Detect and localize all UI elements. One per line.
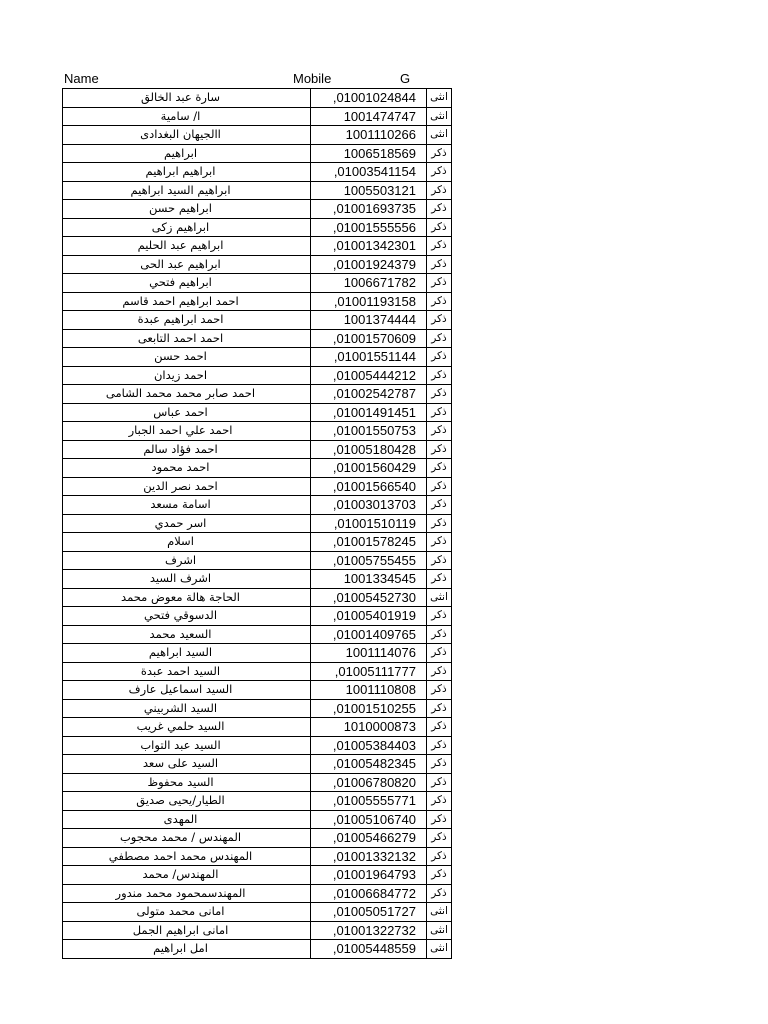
name-cell: احمد زيدان (63, 366, 311, 385)
mobile-cell: ,01005384403 (311, 736, 427, 755)
table-row (63, 588, 452, 607)
gender-cell: ذكر (427, 810, 452, 829)
table-row (63, 514, 452, 533)
name-cell: المهدى (63, 810, 311, 829)
gender-cell: ذكر (427, 607, 452, 626)
table-row (63, 662, 452, 681)
name-cell: احمد احمد التابعى (63, 329, 311, 348)
mobile-cell: ,01006684772 (311, 884, 427, 903)
mobile-cell: ,01005555771 (311, 792, 427, 811)
name-cell: اسر حمدي (63, 514, 311, 533)
name-cell: السيد على سعد (63, 755, 311, 774)
table-row (63, 459, 452, 478)
header-mobile: Mobile (293, 71, 332, 86)
table-row (63, 107, 452, 126)
mobile-cell: ,01001924379 (311, 255, 427, 274)
mobile-cell: 1001110266 (311, 126, 427, 145)
table-row (63, 477, 452, 496)
mobile-cell: 1001334545 (311, 570, 427, 589)
gender-cell: ذكر (427, 366, 452, 385)
gender-cell: انثى (427, 921, 452, 940)
mobile-cell: ,01005180428 (311, 440, 427, 459)
name-cell: المهندس/ محمد (63, 866, 311, 885)
table-row (63, 163, 452, 182)
table-row (63, 773, 452, 792)
table-row (63, 292, 452, 311)
gender-cell: ذكر (427, 847, 452, 866)
mobile-cell: ,01001024844 (311, 89, 427, 108)
name-cell: االجيهان البغدادى (63, 126, 311, 145)
gender-cell: انثى (427, 89, 452, 108)
table-row (63, 237, 452, 256)
mobile-cell: ,01005444212 (311, 366, 427, 385)
gender-cell: ذكر (427, 311, 452, 330)
name-cell: ابراهيم ابراهيم (63, 163, 311, 182)
gender-cell: ذكر (427, 292, 452, 311)
mobile-cell: ,01003013703 (311, 496, 427, 515)
gender-cell: ذكر (427, 200, 452, 219)
table-row (63, 718, 452, 737)
gender-cell: ذكر (427, 274, 452, 293)
gender-cell: انثى (427, 107, 452, 126)
mobile-cell: ,01005452730 (311, 588, 427, 607)
name-cell: امانى ابراهيم الجمل (63, 921, 311, 940)
table-row (63, 200, 452, 219)
header-gender: G (400, 71, 411, 86)
mobile-cell: 1006671782 (311, 274, 427, 293)
mobile-cell: ,01001570609 (311, 329, 427, 348)
table-row (63, 829, 452, 848)
gender-cell: ذكر (427, 329, 452, 348)
gender-cell: ذكر (427, 644, 452, 663)
name-cell: السيد محفوظ (63, 773, 311, 792)
table-row (63, 255, 452, 274)
gender-cell: ذكر (427, 884, 452, 903)
table-row (63, 699, 452, 718)
mobile-cell: ,01001693735 (311, 200, 427, 219)
table-row (63, 921, 452, 940)
mobile-cell: ,01001551144 (311, 348, 427, 367)
name-cell: اشرف (63, 551, 311, 570)
gender-cell: انثى (427, 588, 452, 607)
mobile-cell: ,01001322732 (311, 921, 427, 940)
table-row (63, 607, 452, 626)
mobile-cell: 1001374444 (311, 311, 427, 330)
gender-cell: ذكر (427, 792, 452, 811)
table-row (63, 274, 452, 293)
table-row (63, 940, 452, 959)
name-cell: السيد ابراهيم (63, 644, 311, 663)
name-cell: اسامة مسعد (63, 496, 311, 515)
name-cell: سارة عبد الخالق (63, 89, 311, 108)
gender-cell: انثى (427, 126, 452, 145)
table-row (63, 422, 452, 441)
gender-cell: ذكر (427, 496, 452, 515)
table-row (63, 847, 452, 866)
name-cell: المهندس / محمد محجوب (63, 829, 311, 848)
name-cell: ابراهيم السيد ابراهيم (63, 181, 311, 200)
mobile-cell: ,01005755455 (311, 551, 427, 570)
table-row (63, 551, 452, 570)
gender-cell: ذكر (427, 681, 452, 700)
gender-cell: ذكر (427, 459, 452, 478)
mobile-cell: ,01005448559 (311, 940, 427, 959)
name-cell: احمد محمود (63, 459, 311, 478)
mobile-cell: ,01001409765 (311, 625, 427, 644)
name-cell: السيد عبد التواب (63, 736, 311, 755)
table-row (63, 866, 452, 885)
name-cell: ابراهيم عبد الحليم (63, 237, 311, 256)
mobile-cell: ,01006780820 (311, 773, 427, 792)
name-cell: احمد صابر محمد محمد الشامى (63, 385, 311, 404)
table-row (63, 403, 452, 422)
gender-cell: ذكر (427, 237, 452, 256)
table-row (63, 884, 452, 903)
gender-cell: ذكر (427, 218, 452, 237)
gender-cell: ذكر (427, 736, 452, 755)
table-row (63, 89, 452, 108)
gender-cell: ذكر (427, 866, 452, 885)
mobile-cell: ,01001193158 (311, 292, 427, 311)
mobile-cell: ,01001555556 (311, 218, 427, 237)
name-cell: ابراهيم زكى (63, 218, 311, 237)
mobile-cell: 1010000873 (311, 718, 427, 737)
name-cell: احمد ابراهيم احمد قاسم (63, 292, 311, 311)
table-row (63, 126, 452, 145)
mobile-cell: ,01005466279 (311, 829, 427, 848)
mobile-cell: 1001110808 (311, 681, 427, 700)
table-row (63, 810, 452, 829)
table-header (62, 70, 426, 88)
name-cell: احمد ابراهيم عبدة (63, 311, 311, 330)
name-cell: اشرف السيد (63, 570, 311, 589)
name-cell: امانى محمد متولى (63, 903, 311, 922)
mobile-cell: ,01005401919 (311, 607, 427, 626)
table-row (63, 181, 452, 200)
table-row (63, 755, 452, 774)
name-cell: ابراهيم (63, 144, 311, 163)
gender-cell: ذكر (427, 662, 452, 681)
contacts-sheet (62, 70, 452, 959)
gender-cell: ذكر (427, 163, 452, 182)
table-row (63, 496, 452, 515)
name-cell: الدسوقي فتحي (63, 607, 311, 626)
table-row (63, 440, 452, 459)
contacts-table (62, 88, 452, 959)
gender-cell: ذكر (427, 385, 452, 404)
gender-cell: ذكر (427, 755, 452, 774)
gender-cell: ذكر (427, 403, 452, 422)
gender-cell: ذكر (427, 348, 452, 367)
name-cell: اسلام (63, 533, 311, 552)
name-cell: ابراهيم عبد الحى (63, 255, 311, 274)
name-cell: ابراهيم فتحي (63, 274, 311, 293)
mobile-cell: 1001114076 (311, 644, 427, 663)
name-cell: المهندسمحمود محمد مندور (63, 884, 311, 903)
gender-cell: ذكر (427, 514, 452, 533)
mobile-cell: ,01005482345 (311, 755, 427, 774)
mobile-cell: 1006518569 (311, 144, 427, 163)
gender-cell: ذكر (427, 181, 452, 200)
gender-cell: ذكر (427, 570, 452, 589)
name-cell: احمد علي احمد الجبار (63, 422, 311, 441)
mobile-cell: ,01001578245 (311, 533, 427, 552)
mobile-cell: ,01005111777 (311, 662, 427, 681)
mobile-cell: ,01005051727 (311, 903, 427, 922)
name-cell: ا/ سامية (63, 107, 311, 126)
mobile-cell: ,01001550753 (311, 422, 427, 441)
mobile-cell: ,01001566540 (311, 477, 427, 496)
gender-cell: ذكر (427, 625, 452, 644)
mobile-cell: 1005503121 (311, 181, 427, 200)
table-row (63, 329, 452, 348)
gender-cell: ذكر (427, 773, 452, 792)
name-cell: السعيد محمد (63, 625, 311, 644)
name-cell: السيد حلمي غريب (63, 718, 311, 737)
mobile-cell: ,01001560429 (311, 459, 427, 478)
table-row (63, 218, 452, 237)
name-cell: احمد حسن (63, 348, 311, 367)
table-row (63, 385, 452, 404)
table-row (63, 736, 452, 755)
name-cell: امل ابراهيم (63, 940, 311, 959)
mobile-cell: 1001474747 (311, 107, 427, 126)
name-cell: احمد عباس (63, 403, 311, 422)
gender-cell: ذكر (427, 144, 452, 163)
gender-cell: ذكر (427, 533, 452, 552)
gender-cell: ذكر (427, 718, 452, 737)
table-row (63, 144, 452, 163)
contacts-table-body (63, 89, 452, 959)
gender-cell: ذكر (427, 699, 452, 718)
table-row (63, 348, 452, 367)
gender-cell: ذكر (427, 551, 452, 570)
gender-cell: انثى (427, 903, 452, 922)
mobile-cell: ,01001964793 (311, 866, 427, 885)
mobile-cell: ,01001491451 (311, 403, 427, 422)
table-row (63, 903, 452, 922)
table-row (63, 533, 452, 552)
name-cell: المهندس محمد احمد مصطفي (63, 847, 311, 866)
gender-cell: ذكر (427, 255, 452, 274)
mobile-cell: ,01001510119 (311, 514, 427, 533)
name-cell: السيد الشربيني (63, 699, 311, 718)
table-row (63, 625, 452, 644)
table-row (63, 644, 452, 663)
table-row (63, 366, 452, 385)
mobile-cell: ,01001332132 (311, 847, 427, 866)
mobile-cell: ,01001510255 (311, 699, 427, 718)
mobile-cell: ,01005106740 (311, 810, 427, 829)
name-cell: احمد نصر الدين (63, 477, 311, 496)
table-row (63, 681, 452, 700)
gender-cell: ذكر (427, 829, 452, 848)
name-cell: السيد اسماعيل عارف (63, 681, 311, 700)
mobile-cell: ,01003541154 (311, 163, 427, 182)
table-row (63, 570, 452, 589)
gender-cell: انثى (427, 940, 452, 959)
name-cell: السيد احمد عبدة (63, 662, 311, 681)
name-cell: الحاجة هالة معوض محمد (63, 588, 311, 607)
table-row (63, 792, 452, 811)
mobile-cell: ,01001342301 (311, 237, 427, 256)
name-cell: ابراهيم حسن (63, 200, 311, 219)
table-row (63, 311, 452, 330)
gender-cell: ذكر (427, 440, 452, 459)
name-cell: الطيار/يحيى صديق (63, 792, 311, 811)
gender-cell: ذكر (427, 477, 452, 496)
header-name: Name (64, 71, 99, 86)
gender-cell: ذكر (427, 422, 452, 441)
mobile-cell: ,01002542787 (311, 385, 427, 404)
name-cell: احمد فؤاد سالم (63, 440, 311, 459)
